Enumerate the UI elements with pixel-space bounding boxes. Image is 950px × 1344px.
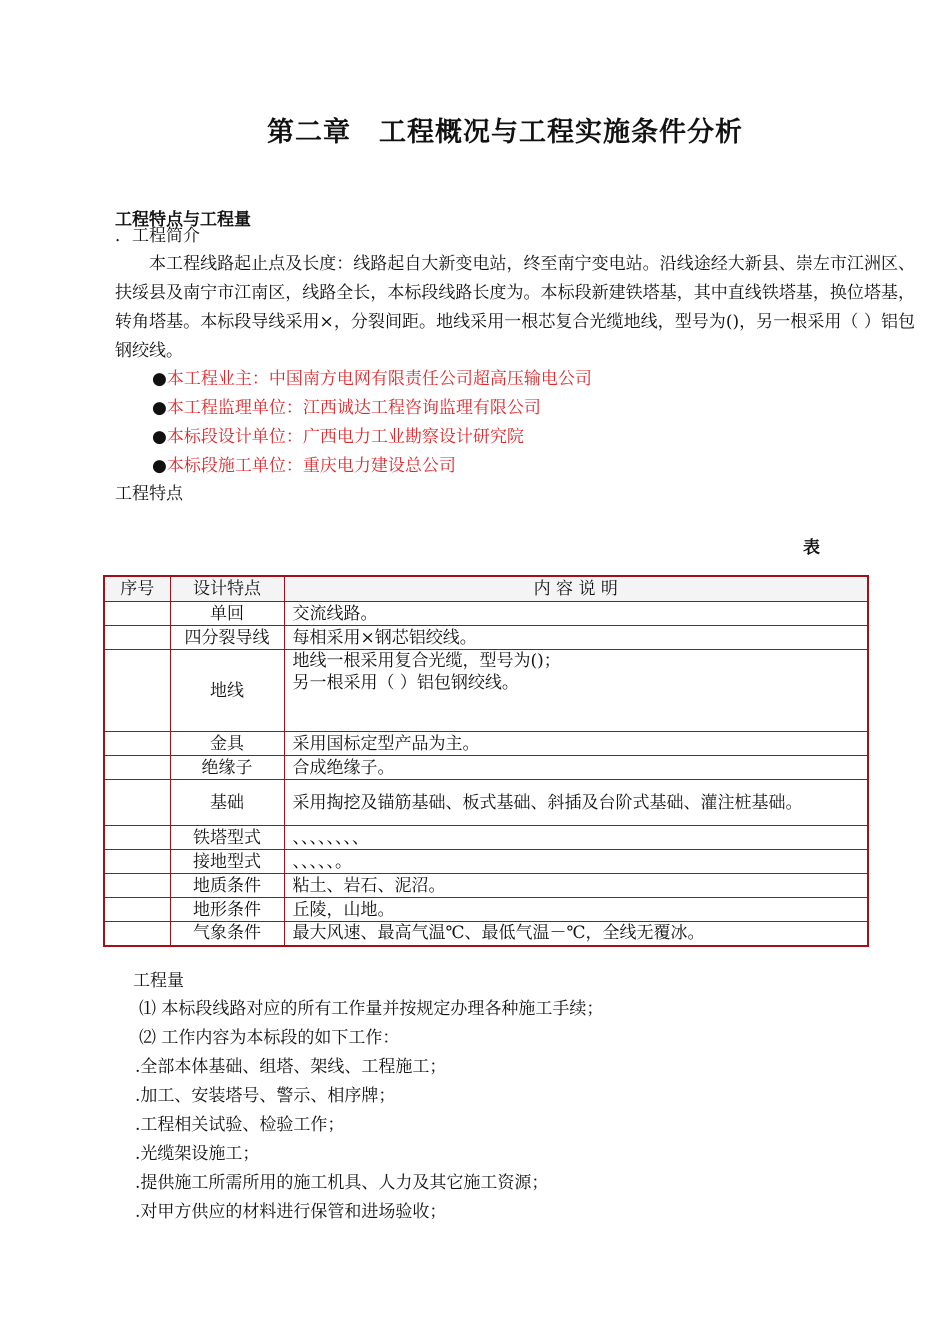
table-row — [104, 626, 868, 650]
cell-no — [104, 850, 170, 874]
bullet-text: 本标段设计单位：广西电力工业勘察设计研究院 — [166, 427, 524, 447]
list-item — [152, 452, 592, 481]
list-item — [152, 394, 592, 423]
list-item: .加工、安装塔号、警示、相序牌； — [135, 1086, 396, 1106]
list-item: .提供施工所需所用的施工机具、人力及其它施工资源； — [135, 1173, 549, 1193]
list-item: .光缆架设施工； — [135, 1144, 260, 1164]
cell-feature: 单回 — [170, 602, 284, 626]
cell-desc: 粘土、岩石、泥沼。 — [284, 874, 868, 898]
table-caption: 表 — [803, 538, 820, 558]
cell-no — [104, 922, 170, 946]
list-item: .对甲方供应的材料进行保管和进场验收； — [135, 1202, 447, 1222]
cell-no — [104, 898, 170, 922]
chapter-number: 第二章 — [267, 117, 351, 148]
cell-feature: 绝缘子 — [170, 756, 284, 780]
cell-feature: 四分裂导线 — [170, 626, 284, 650]
cell-desc: 丘陵，山地。 — [284, 898, 868, 922]
features-table — [103, 575, 869, 947]
cell-no — [104, 732, 170, 756]
chapter-title — [0, 110, 950, 149]
bullet-text: 本工程监理单位：江西诚达工程咨询监理有限公司 — [166, 398, 541, 418]
cell-desc: 采用掏挖及锚筋基础、板式基础、斜插及台阶式基础、灌注桩基础。 — [284, 780, 868, 826]
cell-no — [104, 874, 170, 898]
cell-no — [104, 650, 170, 732]
section-heading: 工程特点与工程量 — [115, 210, 251, 230]
list-item: ⑴ 本标段线路对应的所有工作量并按规定办理各种施工手续； — [139, 999, 604, 1019]
header-feature: 设计特点 — [170, 576, 284, 602]
cell-desc: 、、、、、。 — [284, 850, 868, 874]
cell-desc: 采用国标定型产品为主。 — [284, 732, 868, 756]
cell-no — [104, 826, 170, 850]
bullet-icon: ● — [152, 456, 167, 476]
table-row — [104, 650, 868, 732]
table-row — [104, 602, 868, 626]
list-item: .全部本体基础、组塔、架线、工程施工； — [135, 1057, 447, 1077]
bullet-icon: ● — [152, 427, 167, 447]
participants-list — [152, 365, 592, 481]
cell-feature: 地线 — [170, 650, 284, 732]
list-item — [152, 423, 592, 452]
bullet-text: 本标段施工单位：重庆电力建设总公司 — [166, 456, 456, 476]
table-row — [104, 898, 868, 922]
quantity-list — [135, 995, 604, 1227]
table-header-row — [104, 576, 868, 602]
bullet-icon: ● — [152, 369, 167, 389]
table-row — [104, 732, 868, 756]
bullet-text: 本工程业主：中国南方电网有限责任公司超高压输电公司 — [166, 369, 592, 389]
cell-feature: 接地型式 — [170, 850, 284, 874]
header-desc: 内 容 说 明 — [284, 576, 868, 602]
subsection-features-heading: 工程特点 — [115, 484, 183, 504]
cell-desc: 、、、、、、、、 — [284, 826, 868, 850]
bullet-icon: ● — [152, 398, 167, 418]
table-row — [104, 850, 868, 874]
subsection-quantity-heading: 工程量 — [133, 971, 184, 991]
cell-desc: 最大风速、最高气温℃、最低气温－℃，全线无覆冰。 — [284, 922, 868, 946]
header-no: 序号 — [104, 576, 170, 602]
cell-desc: 每相采用×钢芯铝绞线。 — [284, 626, 868, 650]
table-row — [104, 922, 868, 946]
table-row — [104, 780, 868, 826]
cell-no — [104, 602, 170, 626]
table-row — [104, 874, 868, 898]
subsection-intro-heading: ．工程简介 — [115, 226, 200, 246]
intro-text: 本工程线路起止点及长度：线路起自大新变电站，终至南宁变电站。沿线途经大新县、崇左市江洲区、扶绥县及南宁市江南区，线路全长，本标段线路长度为。本标段新建铁塔基，其中直线铁塔基，换位塔基，转角塔基。本标段导线采用×，分裂间距。地线采用一根芯复合光缆地线，型号为()，另一根采用（ ）铝包钢绞线。 — [115, 254, 915, 361]
list-item: .工程相关试验、检验工作； — [135, 1115, 345, 1135]
cell-feature: 地质条件 — [170, 874, 284, 898]
intro-paragraph — [115, 250, 915, 366]
cell-desc — [284, 650, 868, 732]
cell-desc-line: 地线一根采用复合光缆，型号为()； — [292, 651, 561, 671]
cell-feature: 金具 — [170, 732, 284, 756]
list-item — [152, 365, 592, 394]
cell-feature: 铁塔型式 — [170, 826, 284, 850]
cell-feature: 气象条件 — [170, 922, 284, 946]
cell-desc: 交流线路。 — [284, 602, 868, 626]
table-row — [104, 756, 868, 780]
chapter-name: 工程概况与工程实施条件分析 — [379, 117, 743, 148]
list-item: ⑵ 工作内容为本标段的如下工作： — [139, 1028, 400, 1048]
cell-no — [104, 626, 170, 650]
cell-feature: 地形条件 — [170, 898, 284, 922]
cell-no — [104, 780, 170, 826]
cell-desc: 合成绝缘子。 — [284, 756, 868, 780]
cell-feature: 基础 — [170, 780, 284, 826]
cell-no — [104, 756, 170, 780]
table-row — [104, 826, 868, 850]
cell-desc-line: 另一根采用（ ）铝包钢绞线。 — [292, 673, 519, 693]
